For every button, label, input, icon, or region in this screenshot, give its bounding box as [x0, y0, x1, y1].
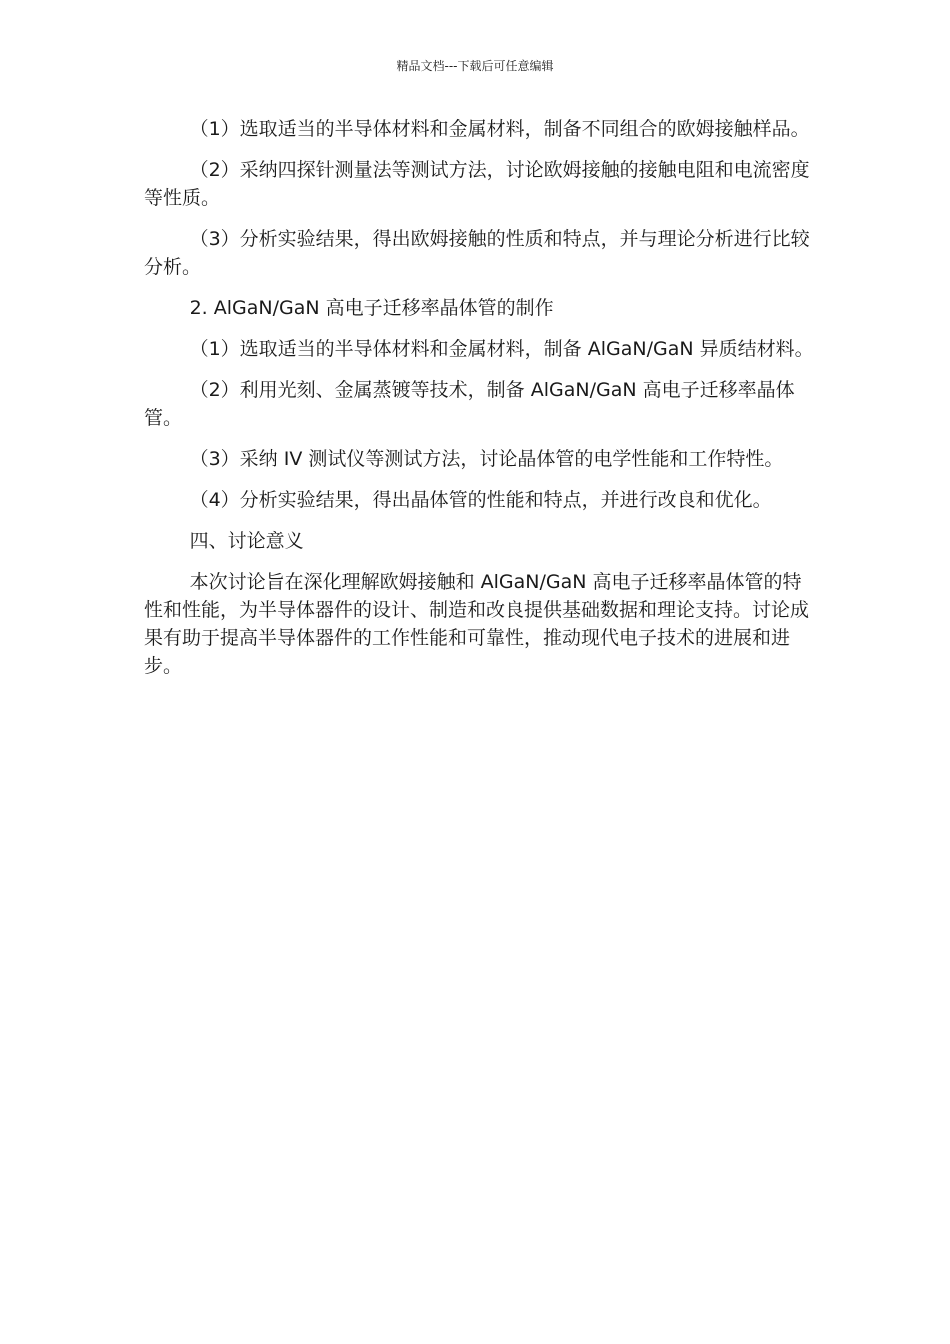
paragraph-ohmic-step-1: （1）选取适当的半导体材料和金属材料，制备不同组合的欧姆接触样品。	[189, 118, 810, 140]
paragraph-significance: 本次讨论旨在深化理解欧姆接触和 AlGaN/GaN 高电子迁移率晶体管的特性和性能，为半导体器件的设计、制造和改良提供基础数据和理论支持。讨论成果有助于提高半导体器件的工作性能和可靠性，推动现代电子技术的进展和进步。	[144, 571, 810, 677]
paragraph-hemt-step-1: （1）选取适当的半导体材料和金属材料，制备 AlGaN/GaN 异质结材料。	[189, 338, 814, 360]
page-header: 精品文档---下载后可任意编辑	[396, 59, 554, 73]
paragraph-hemt-step-4: （4）分析实验结果，得出晶体管的性能和特点，并进行改良和优化。	[189, 489, 772, 511]
document-body	[144, 115, 816, 693]
paragraph-ohmic-step-3: （3）分析实验结果，得出欧姆接触的性质和特点，并与理论分析进行比较分析。	[144, 228, 810, 278]
section-heading-hemt: 2. AlGaN/GaN 高电子迁移率晶体管的制作	[189, 297, 554, 319]
paragraph-hemt-step-2: （2）利用光刻、金属蒸镀等技术，制备 AlGaN/GaN 高电子迁移率晶体管。	[144, 379, 795, 429]
section-heading-significance: 四、讨论意义	[189, 530, 304, 552]
paragraph-ohmic-step-2: （2）采纳四探针测量法等测试方法，讨论欧姆接触的接触电阻和电流密度等性质。	[144, 159, 810, 209]
paragraph-hemt-step-3: （3）采纳 IV 测试仪等测试方法，讨论晶体管的电学性能和工作特性。	[189, 448, 784, 470]
